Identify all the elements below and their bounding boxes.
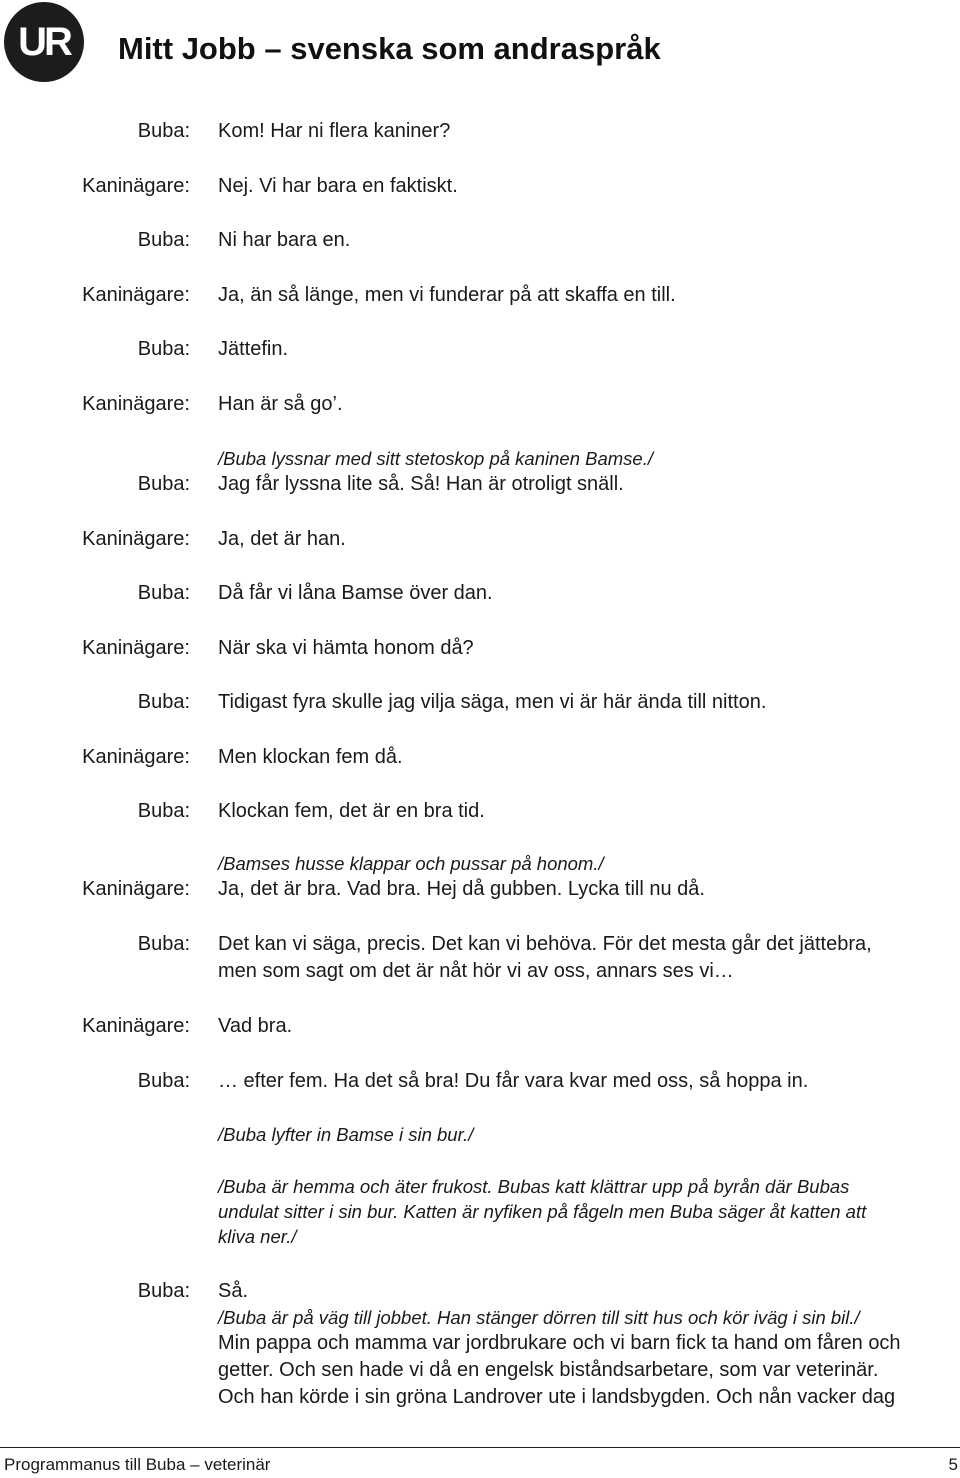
dialogue-line: Nej. Vi har bara en faktiskt. bbox=[218, 175, 458, 197]
dialogue-text bbox=[218, 118, 960, 145]
speaker-label: Kaninägare: bbox=[82, 393, 190, 415]
dialogue-text bbox=[218, 580, 960, 607]
stage-direction: /Buba är på väg till jobbet. Han stänger dörren till sitt hus och kör iväg i sin bil./ bbox=[218, 1307, 860, 1328]
stage-direction: /Buba lyfter in Bamse i sin bur./ bbox=[218, 1124, 474, 1145]
dialogue-text bbox=[218, 1278, 960, 1411]
speaker-label: Buba: bbox=[137, 582, 190, 604]
speaker-label: Buba: bbox=[137, 1280, 190, 1302]
stage-direction: /Buba lyssnar med sitt stetoskop på kaninen Bamse./ bbox=[218, 448, 653, 469]
dialogue-text bbox=[218, 1013, 960, 1040]
dialogue-text bbox=[218, 336, 960, 363]
dialogue-text bbox=[218, 689, 960, 716]
footer-page-number: 5 bbox=[948, 1455, 958, 1474]
speaker-label: Kaninägare: bbox=[82, 878, 190, 900]
footer-document-title: Programmanus till Buba – veterinär bbox=[4, 1455, 271, 1474]
dialogue-text bbox=[218, 1068, 960, 1095]
dialogue-line: Ja, det är han. bbox=[218, 528, 346, 550]
speaker-label: Buba: bbox=[137, 338, 190, 360]
dialogue-line: Men klockan fem då. bbox=[218, 746, 403, 768]
dialogue-text bbox=[218, 931, 960, 985]
dialogue-text bbox=[218, 227, 960, 254]
dialogue-line: men som sagt om det är nåt hör vi av oss, annars ses vi… bbox=[218, 960, 734, 982]
dialogue-text bbox=[218, 173, 960, 200]
dialogue-line: Klockan fem, det är en bra tid. bbox=[218, 800, 485, 822]
dialogue-text bbox=[218, 446, 960, 498]
speaker-label: Buba: bbox=[137, 120, 190, 142]
page-title: Mitt Jobb – svenska som andraspråk bbox=[118, 31, 661, 66]
speaker-label: Kaninägare: bbox=[82, 1015, 190, 1037]
speaker-label: Kaninägare: bbox=[82, 284, 190, 306]
dialogue-line: Jag får lyssna lite så. Så! Han är otroligt snäll. bbox=[218, 473, 624, 495]
dialogue-line: Min pappa och mamma var jordbrukare och vi barn fick ta hand om fåren och bbox=[218, 1332, 901, 1354]
speaker-label: Kaninägare: bbox=[82, 637, 190, 659]
dialogue-line: När ska vi hämta honom då? bbox=[218, 637, 474, 659]
dialogue-text bbox=[218, 1174, 960, 1249]
dialogue-line: Tidigast fyra skulle jag vilja säga, men vi är här ända till nitton. bbox=[218, 691, 767, 713]
dialogue-line: Ni har bara en. bbox=[218, 229, 351, 251]
dialogue-text bbox=[218, 282, 960, 309]
dialogue-line: … efter fem. Ha det så bra! Du får vara kvar med oss, så hoppa in. bbox=[218, 1070, 809, 1092]
speaker-label: Buba: bbox=[137, 473, 190, 495]
speaker-label: Buba: bbox=[137, 800, 190, 822]
dialogue-line: Han är så go’. bbox=[218, 393, 343, 415]
dialogue-line: Ja, det är bra. Vad bra. Hej då gubben. Lycka till nu då. bbox=[218, 878, 705, 900]
dialogue-line: Det kan vi säga, precis. Det kan vi behöva. För det mesta går det jättebra, bbox=[218, 933, 872, 955]
speaker-label: Kaninägare: bbox=[82, 528, 190, 550]
speaker-label: Buba: bbox=[137, 229, 190, 251]
dialogue-text bbox=[218, 744, 960, 771]
dialogue-text bbox=[218, 798, 960, 825]
dialogue-line: Ja, än så länge, men vi funderar på att skaffa en till. bbox=[218, 284, 676, 306]
stage-direction: /Bamses husse klappar och pussar på honom./ bbox=[218, 853, 604, 874]
dialogue-line: Vad bra. bbox=[218, 1015, 293, 1037]
dialogue-text bbox=[218, 391, 960, 418]
stage-direction: /Buba är hemma och äter frukost. Bubas katt klättrar upp på byrån där Bubas bbox=[218, 1176, 850, 1197]
ur-logo-text: UR bbox=[18, 20, 70, 64]
stage-direction: kliva ner./ bbox=[218, 1226, 297, 1247]
dialogue-text bbox=[218, 526, 960, 553]
dialogue-text bbox=[218, 1122, 960, 1147]
speaker-label: Buba: bbox=[137, 691, 190, 713]
dialogue-line: getter. Och sen hade vi då en engelsk biståndsarbetare, som var veterinär. bbox=[218, 1359, 879, 1381]
speaker-label: Buba: bbox=[137, 1070, 190, 1092]
speaker-label: Kaninägare: bbox=[82, 175, 190, 197]
dialogue-line: Så. bbox=[218, 1280, 249, 1302]
dialogue-line: Jättefin. bbox=[218, 338, 289, 360]
ur-logo bbox=[4, 2, 84, 82]
dialogue-line: Och han körde i sin gröna Landrover ute i landsbygden. Och nån vacker dag bbox=[218, 1386, 896, 1408]
speaker-label: Buba: bbox=[137, 933, 190, 955]
dialogue-text bbox=[218, 635, 960, 662]
footer-divider bbox=[0, 1447, 960, 1448]
speaker-label: Kaninägare: bbox=[82, 746, 190, 768]
dialogue-text bbox=[218, 851, 960, 903]
dialogue-line: Kom! Har ni flera kaniner? bbox=[218, 120, 451, 142]
stage-direction: undulat sitter i sin bur. Katten är nyfiken på fågeln men Buba säger åt katten att bbox=[218, 1201, 867, 1222]
dialogue-line: Då får vi låna Bamse över dan. bbox=[218, 582, 493, 604]
